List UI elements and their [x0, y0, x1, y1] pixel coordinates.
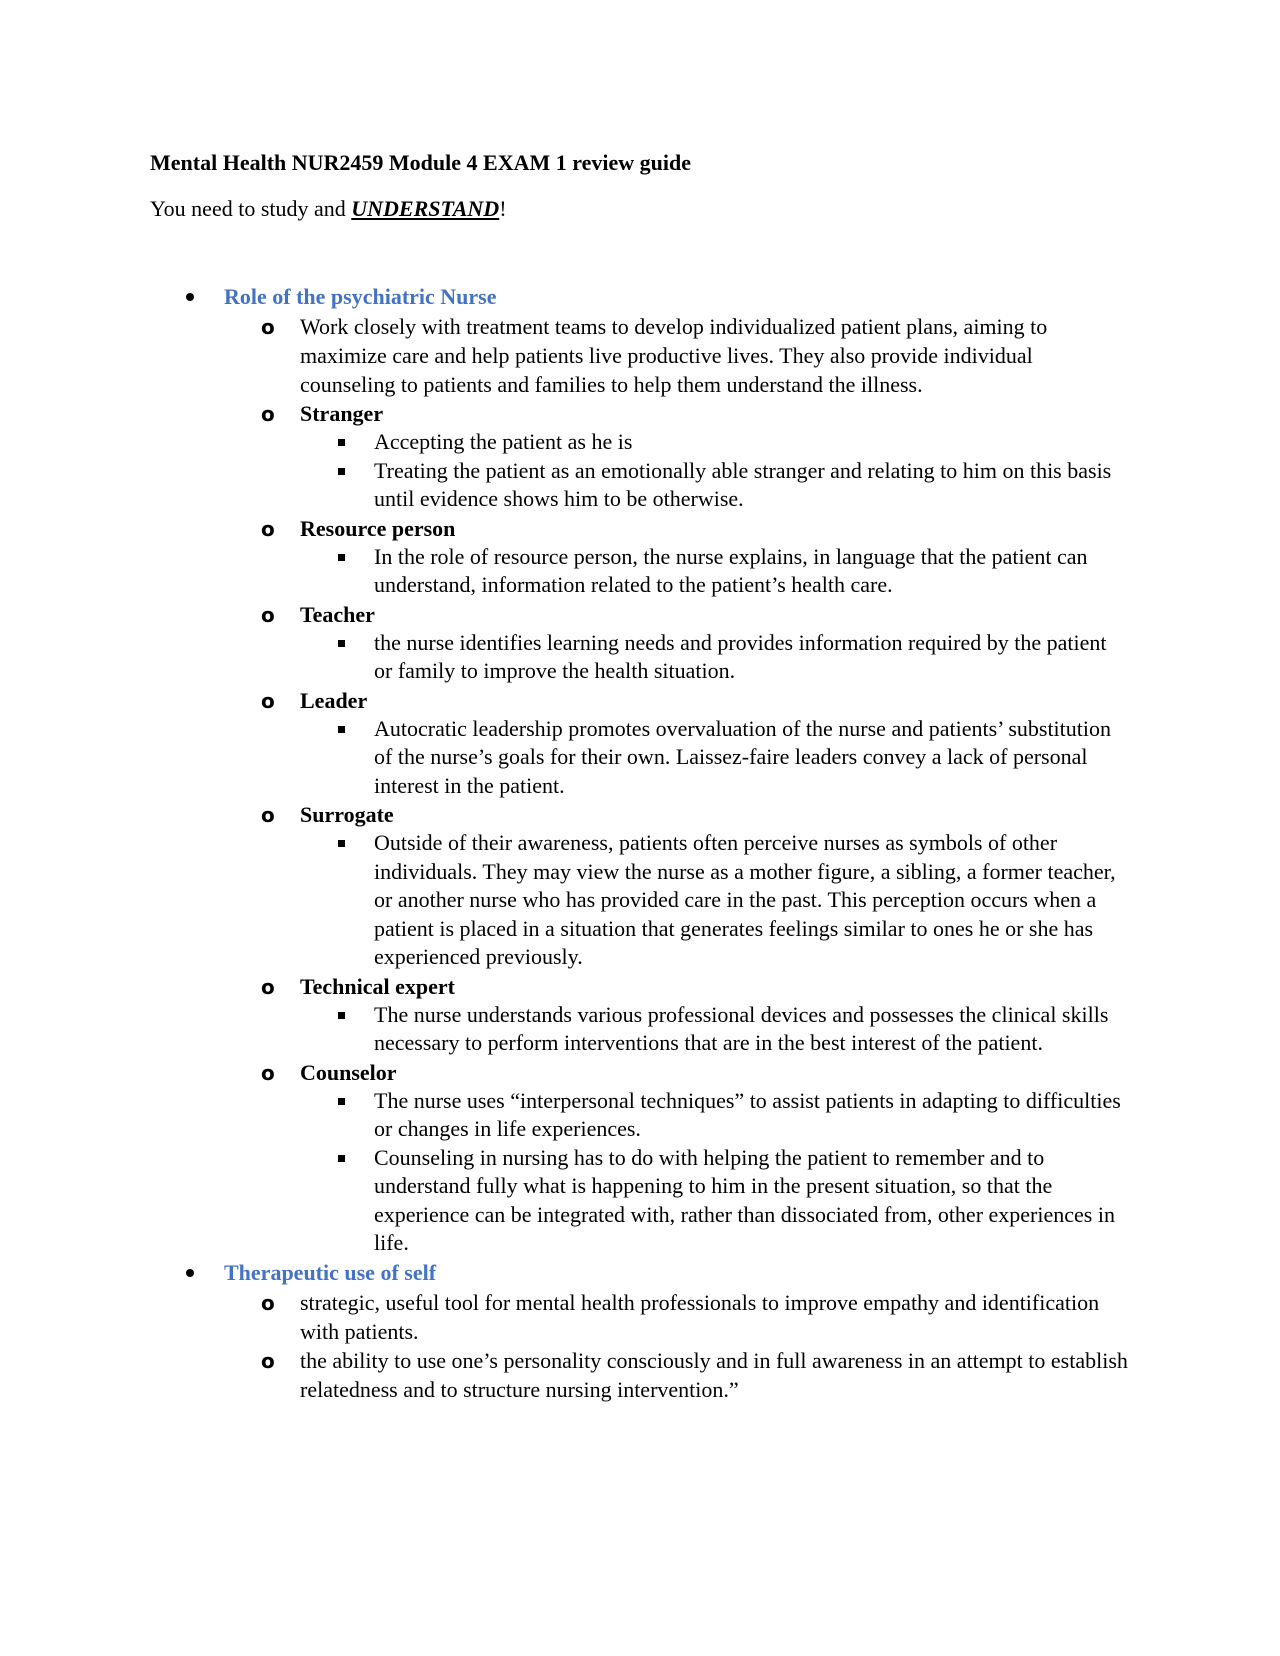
role-counselor [224, 1058, 1130, 1258]
role-stranger [224, 399, 1130, 514]
bullet-square-icon [338, 1155, 345, 1162]
bullet-square-icon [338, 640, 345, 647]
role-details [300, 428, 1130, 514]
detail-text: the nurse identifies learning needs and provides information required by the patient or family to improve the health situation. [374, 629, 1107, 683]
item-text: the ability to use one’s personality consciously and in full awareness in an attempt to establish relatedness and to structure nursing intervention.” [300, 1347, 1128, 1402]
role-resource-person [224, 514, 1130, 600]
list-item [224, 312, 1130, 399]
list-item [224, 1288, 1130, 1346]
item-text: Work closely with treatment teams to develop individualized patient plans, aiming to maximize care and help patients live productive lives. They also provide individual counseling to patients and families to help them understand the illness. [300, 314, 1048, 397]
bullet-o-icon: o [261, 1348, 275, 1373]
section-role-of-psychiatric-nurse [150, 282, 1130, 1258]
list-item [300, 829, 1130, 972]
detail-text: Outside of their awareness, patients often perceive nurses as symbols of other individuals. They may view the nurse as a mother figure, a sibling, a former teacher, or another nurse who has provided care in the past. This perception occurs when a patient is placed in a situation that generates feelings similar to ones he or she has experienced previously. [374, 830, 1116, 969]
role-leader [224, 686, 1130, 801]
list-item [300, 1144, 1130, 1258]
bullet-dot-icon [186, 1269, 194, 1277]
role-technical-expert [224, 972, 1130, 1058]
intro-line [150, 194, 1130, 224]
role-details [300, 629, 1130, 686]
role-details [300, 715, 1130, 801]
outline-list [150, 282, 1130, 1404]
list-item [300, 543, 1130, 600]
detail-text: The nurse uses “interpersonal techniques” to assist patients in adapting to difficulties or changes in life experiences. [374, 1087, 1121, 1141]
intro-prefix: You need to study and [150, 196, 352, 221]
bullet-o-icon: o [261, 315, 275, 339]
role-heading: Leader [300, 687, 368, 713]
document-page [150, 148, 1130, 1404]
section-therapeutic-use-of-self [150, 1258, 1130, 1404]
role-heading: Resource person [300, 515, 456, 541]
section-heading: Role of the psychiatric Nurse [224, 284, 497, 309]
role-heading: Teacher [300, 601, 375, 627]
role-details [300, 1001, 1130, 1058]
bullet-o-icon: o [261, 602, 275, 627]
bullet-square-icon [338, 439, 345, 446]
role-heading: Surrogate [300, 802, 394, 827]
bullet-o-icon: o [261, 688, 275, 713]
bullet-square-icon [338, 840, 345, 847]
list-item [300, 715, 1130, 801]
role-details [300, 829, 1130, 972]
bullet-square-icon [338, 726, 345, 733]
list-item [300, 1087, 1130, 1144]
document-title: Mental Health NUR2459 Module 4 EXAM 1 review guide [150, 150, 691, 175]
role-details [300, 543, 1130, 600]
bullet-o-icon: o [261, 1290, 275, 1315]
list-item [224, 1346, 1130, 1404]
bullet-o-icon: o [261, 402, 275, 426]
bullet-dot-icon [186, 293, 194, 301]
section-heading: Therapeutic use of self [224, 1259, 437, 1285]
detail-text: The nurse understands various professional devices and possesses the clinical skills necessary to perform interventions that are in the best interest of the patient. [374, 1001, 1109, 1055]
detail-text: Autocratic leadership promotes overvaluation of the nurse and patients’ substitution of the nurse’s goals for their own. Laissez-faire leaders convey a lack of personal interest in the patient. [374, 715, 1112, 798]
detail-text: Treating the patient as an emotionally able stranger and relating to him on this basis until evidence shows him to be otherwise. [374, 457, 1112, 511]
list-item [300, 457, 1130, 514]
list-item [300, 428, 1130, 457]
bullet-o-icon: o [261, 1060, 275, 1085]
detail-text: Accepting the patient as he is [374, 429, 633, 454]
bullet-square-icon [338, 468, 345, 475]
section-items [224, 1288, 1130, 1404]
bullet-o-icon: o [261, 516, 275, 541]
intro-suffix: ! [499, 196, 507, 221]
role-heading: Counselor [300, 1059, 397, 1085]
list-item [300, 629, 1130, 686]
bullet-square-icon [338, 1098, 345, 1105]
list-item [300, 1001, 1130, 1058]
section-items [224, 312, 1130, 1258]
detail-text: Counseling in nursing has to do with helping the patient to remember and to understand fully what is happening to him in the present situation, so that the experience can be integrated with, rather than dissociated from, other experiences in life. [374, 1144, 1115, 1255]
bullet-square-icon [338, 554, 345, 561]
role-surrogate [224, 800, 1130, 972]
bullet-o-icon: o [261, 974, 275, 999]
role-details [300, 1087, 1130, 1258]
bullet-square-icon [338, 1012, 345, 1019]
bullet-o-icon: o [261, 803, 275, 827]
intro-emphasis: UNDERSTAND [351, 196, 500, 221]
role-heading: Stranger [300, 401, 384, 426]
detail-text: In the role of resource person, the nurse explains, in language that the patient can understand, information related to the patient’s health care. [374, 543, 1088, 597]
role-heading: Technical expert [300, 973, 455, 999]
role-teacher [224, 600, 1130, 686]
item-text: strategic, useful tool for mental health professionals to improve empathy and identification with patients. [300, 1289, 1100, 1344]
